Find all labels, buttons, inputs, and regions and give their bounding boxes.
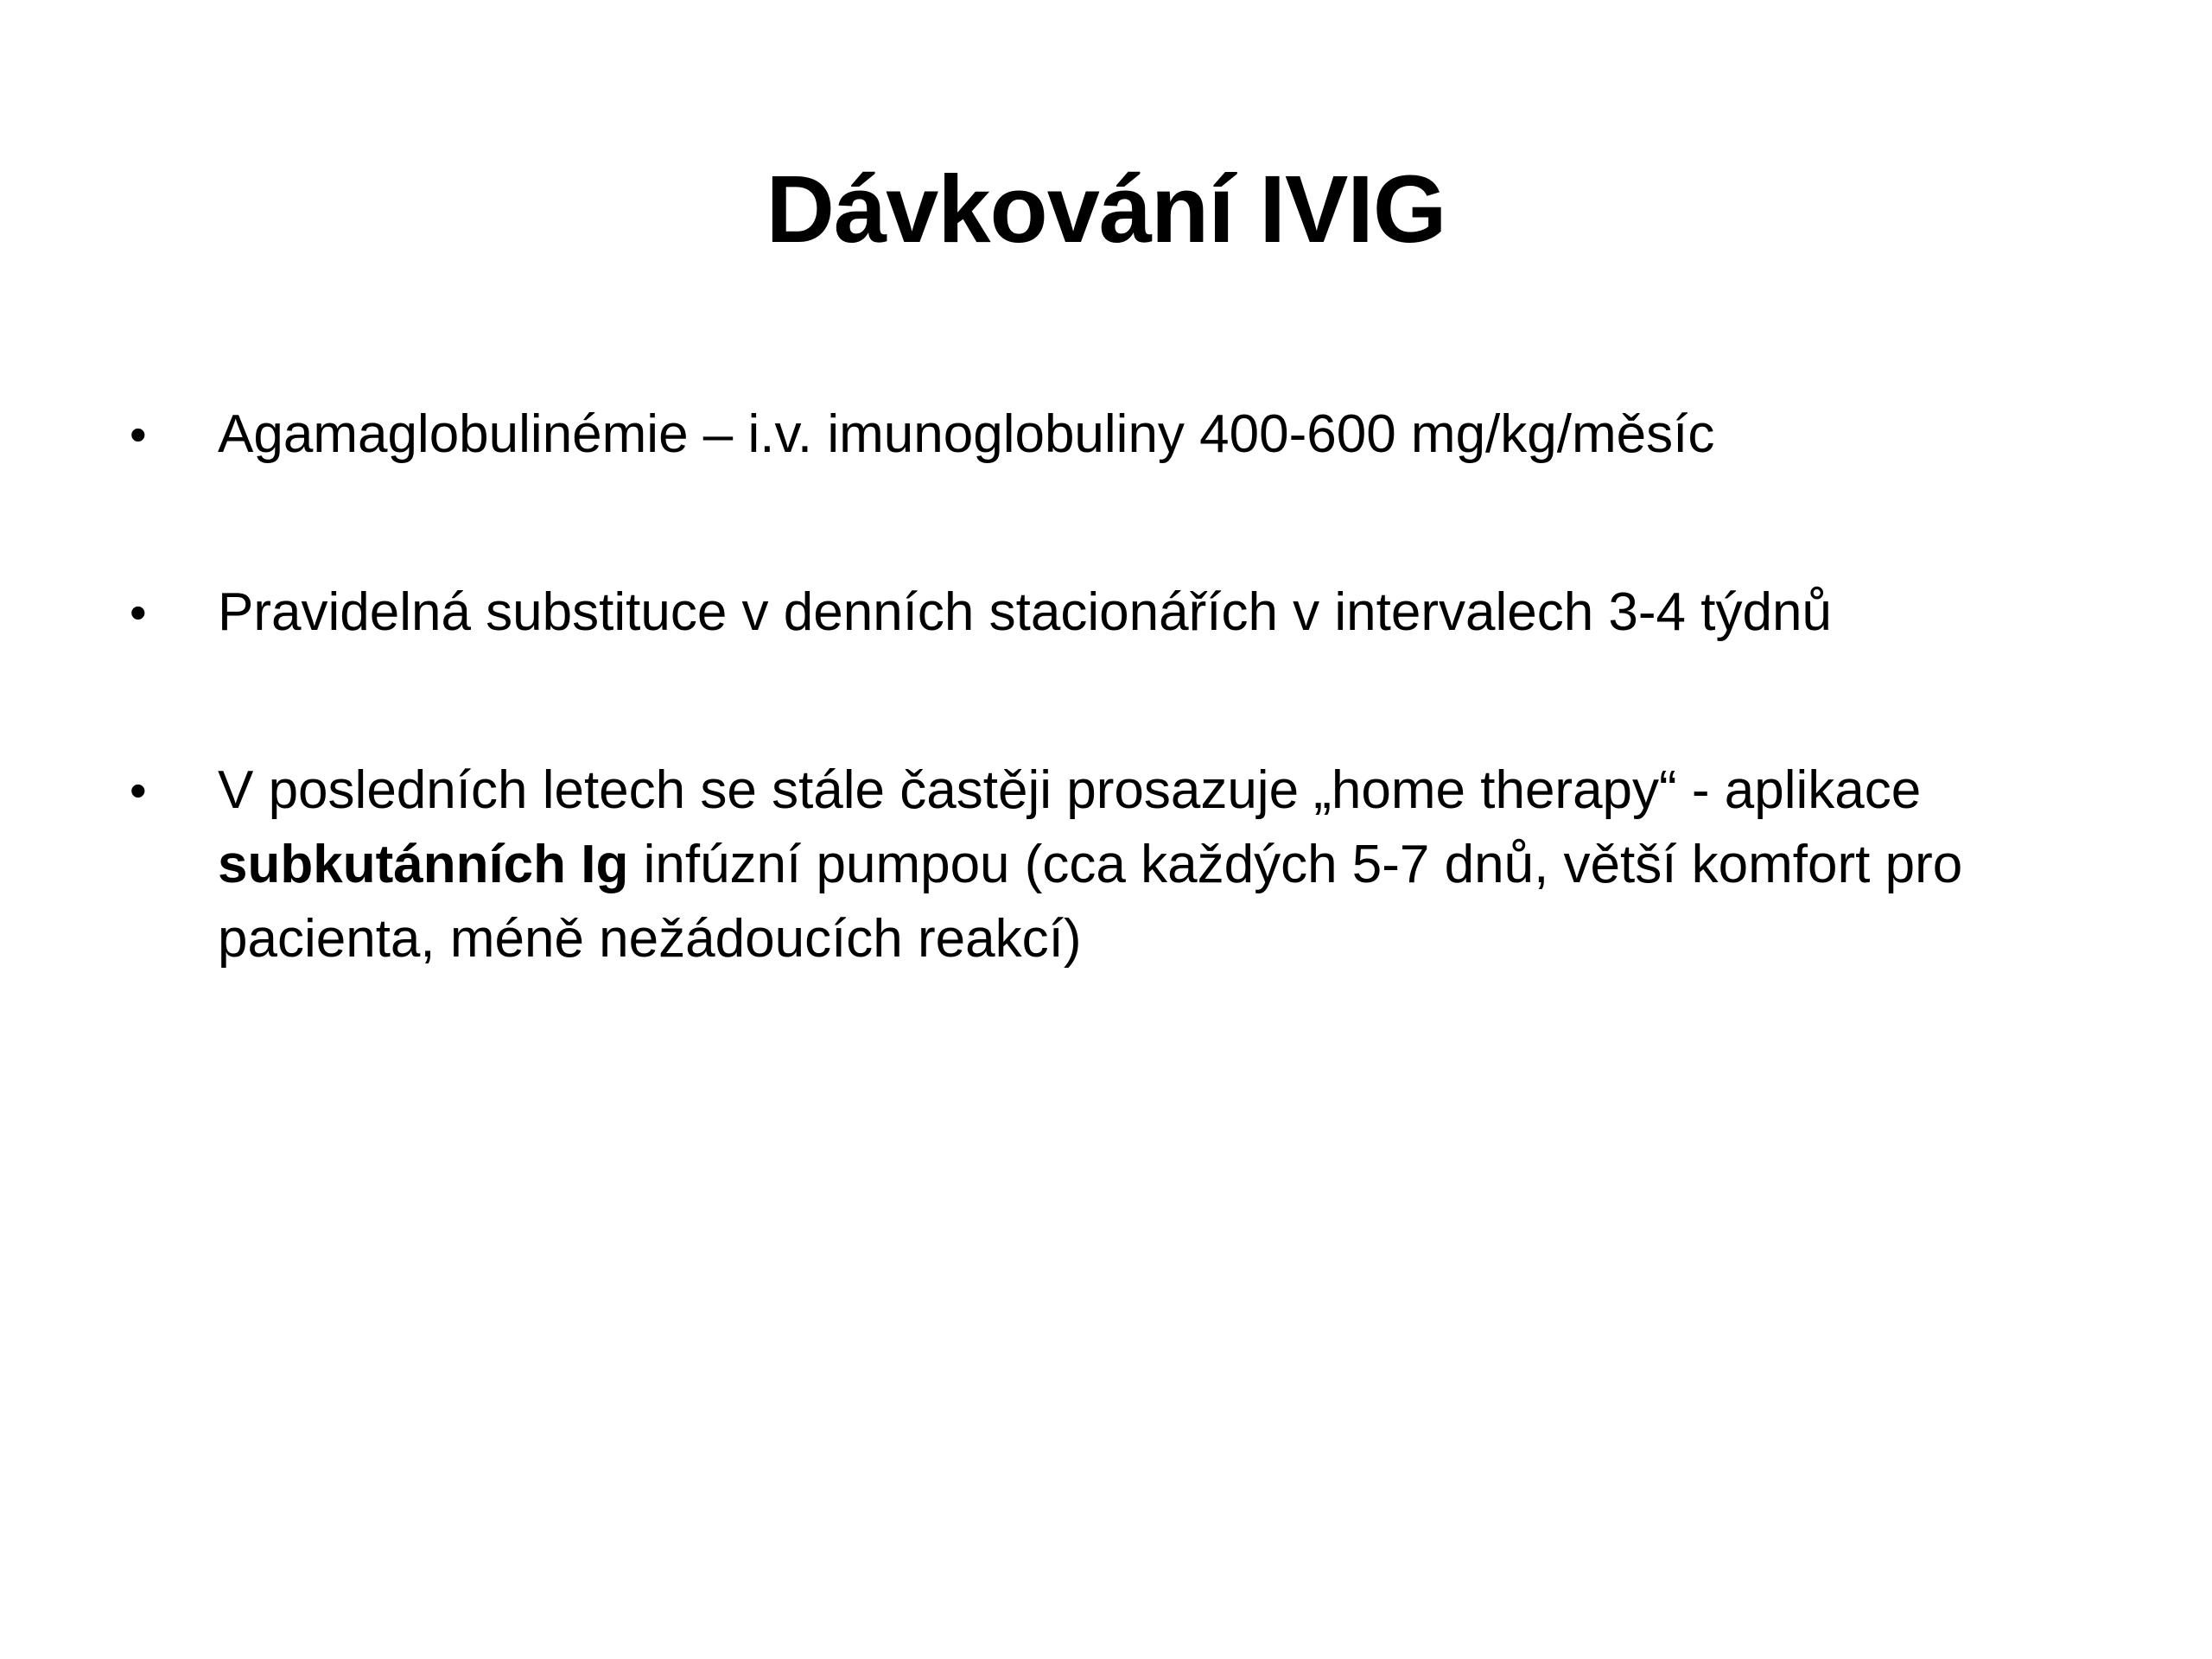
bullet-item-substitution: [130, 575, 2117, 650]
bullet-item-agammaglobulinemia: [130, 397, 2117, 472]
bullet-text-before: V posledních letech se stále častěji prosazuje „home therapy“ - aplikace: [218, 760, 1922, 820]
bullet-text: Agamaglobulinémie – i.v. imunoglobuliny 400-600 mg/kg/měsíc: [218, 404, 1715, 464]
bullet-text-after: infúzní pumpou (cca každých 5-7 dnů, větší komfort pro pacienta, méně nežádoucích reakcí): [218, 835, 1963, 969]
bullet-text-bold: subkutánních Ig: [218, 835, 629, 894]
bullet-item-home-therapy: [130, 753, 2117, 976]
bullet-text: Pravidelná substituce v denních stacionářích v intervalech 3-4 týdnů: [218, 582, 1832, 642]
bullet-point-icon: •: [130, 585, 147, 639]
slide-title: Dávkování IVIG: [766, 156, 1446, 263]
bullet-point-icon: •: [130, 763, 147, 817]
bullet-point-icon: •: [130, 407, 147, 461]
bullet-list: [130, 397, 2117, 1080]
